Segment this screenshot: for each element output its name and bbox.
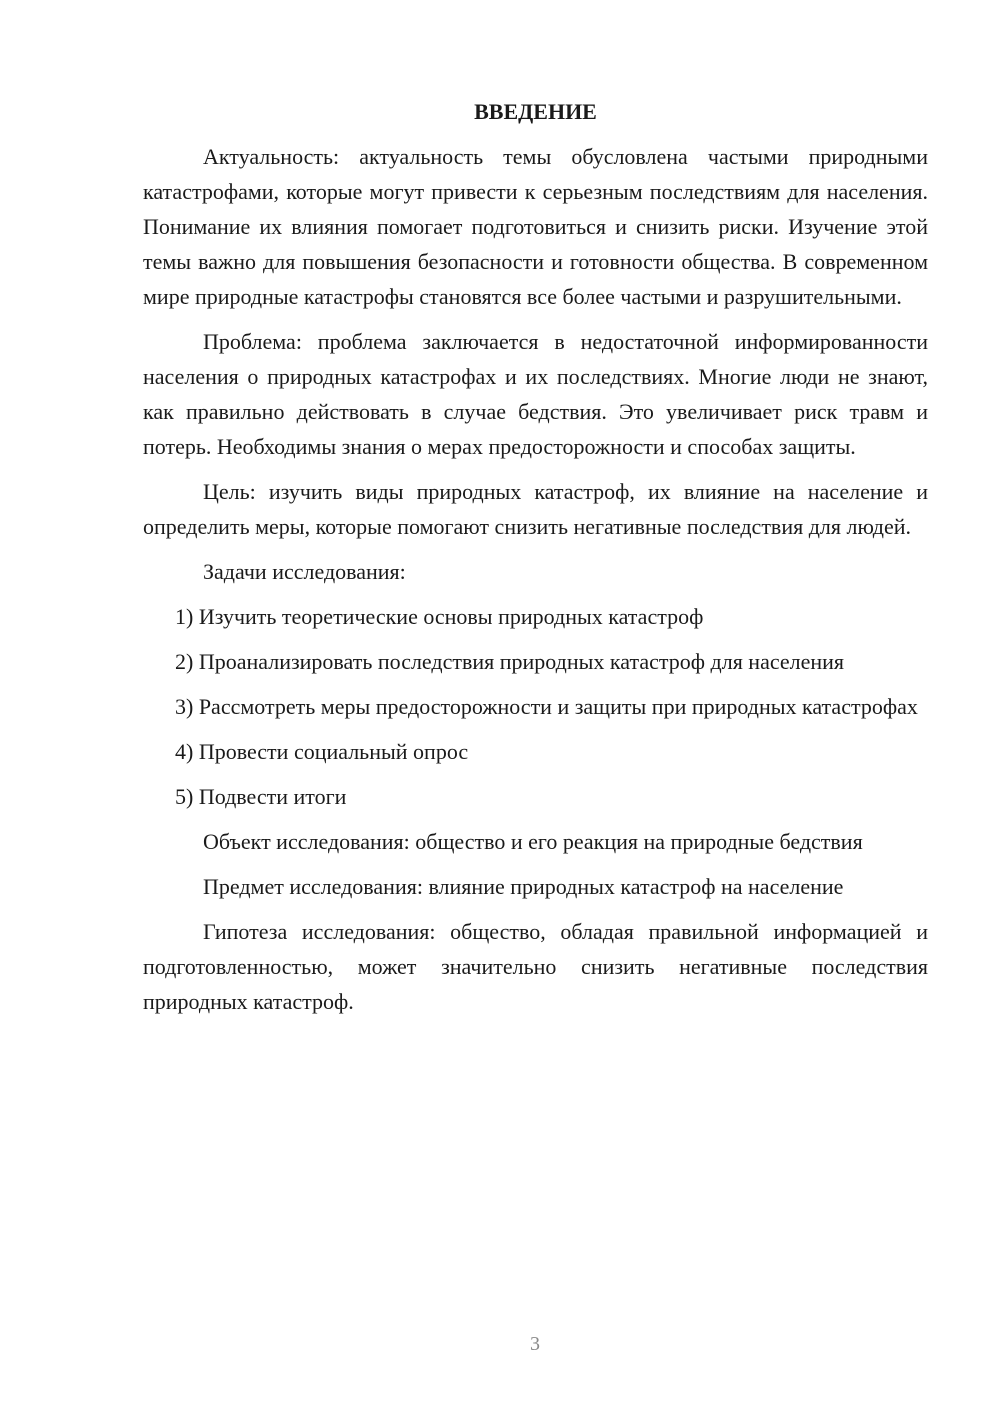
paragraph-subject: Предмет исследования: влияние природных катастроф на население [203, 874, 844, 899]
task-item-2: 2) Проанализировать последствия природных катастроф для населения [175, 649, 845, 674]
paragraph-goal: Цель: изучить виды природных катастроф, их влияние на население и определить меры, которые помогают снизить негативные последствия для людей. [143, 479, 928, 539]
section-heading: ВВЕДЕНИЕ [474, 99, 597, 124]
paragraph-object: Объект исследования: общество и его реакция на природные бедствия [203, 829, 863, 854]
task-item-1: 1) Изучить теоретические основы природных катастроф [175, 604, 704, 629]
paragraph-hypothesis: Гипотеза исследования: общество, обладая правильной информацией и подготовленностью, может значительно снизить негативные последствия природных катастроф. [143, 919, 928, 1014]
paragraph-tasks-intro: Задачи исследования: [203, 559, 406, 584]
task-item-4: 4) Провести социальный опрос [175, 739, 469, 764]
paragraph-relevance: Актуальность: актуальность темы обусловлена частыми природными катастрофами, которые могут привести к серьезным последствиям для населения. Понимание их влияния помогает подготовиться и снизить риски. Изучение этой темы важно для повышения безопасности и готовности общества. В современном мире природные катастрофы становятся все более частыми и разрушительными. [143, 144, 928, 309]
paragraph-problem: Проблема: проблема заключается в недостаточной информированности населения о природных катастрофах и их последствиях. Многие люди не знают, как правильно действовать в случае бедствия. Это увеличивает риск травм и потерь. Необходимы знания о мерах предосторожности и способах защиты. [143, 329, 928, 459]
page-content [143, 96, 928, 1029]
task-item-5: 5) Подвести итоги [175, 784, 347, 809]
page-number: 3 [530, 1333, 540, 1355]
task-item-3: 3) Рассмотреть меры предосторожности и защиты при природных катастрофах [175, 694, 918, 719]
